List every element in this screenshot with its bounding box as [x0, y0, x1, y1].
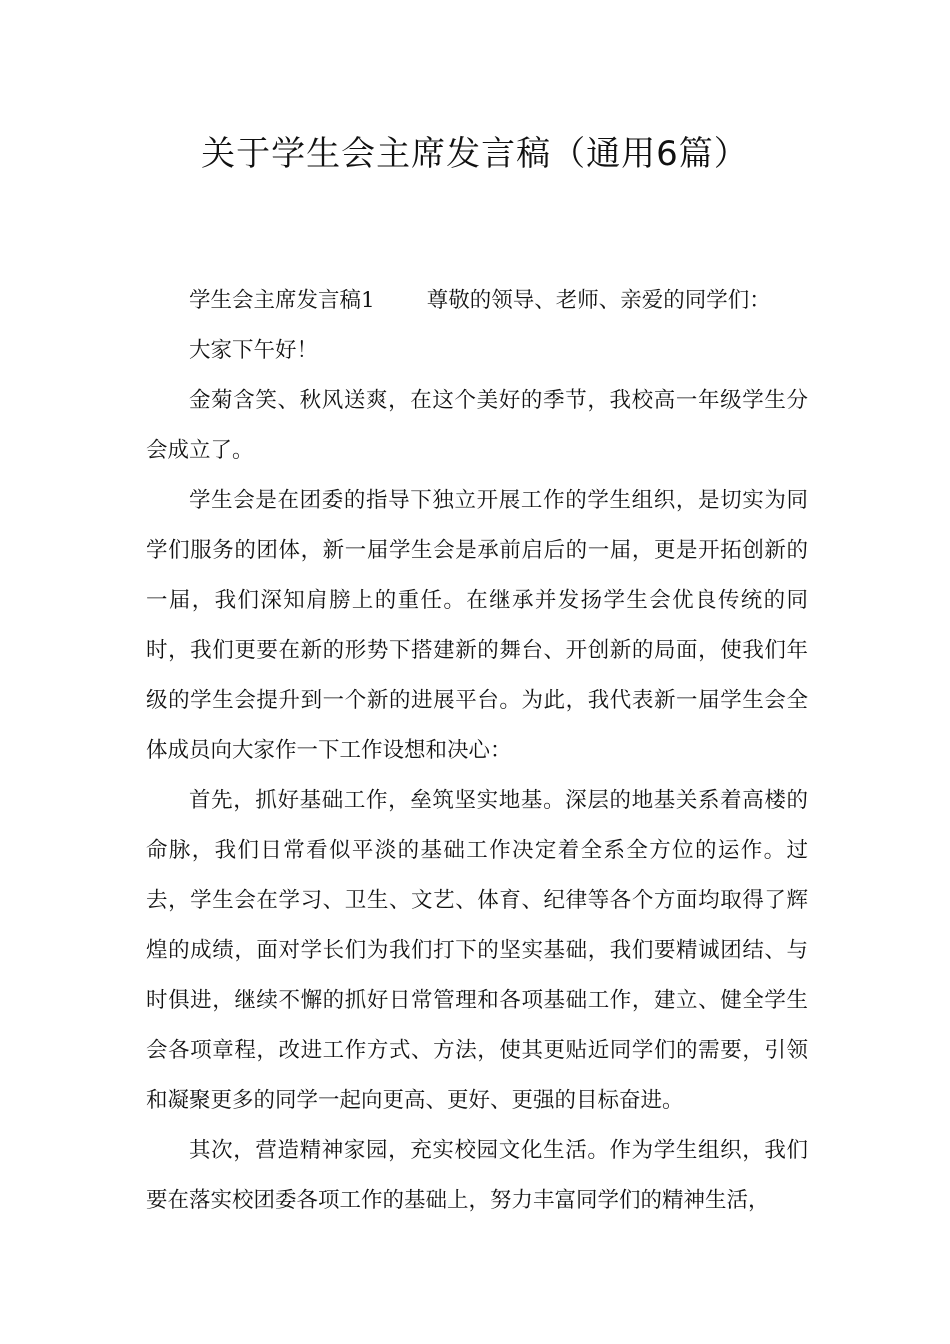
- document-body: [146, 276, 808, 1226]
- paragraph: 大家下午好！: [189, 338, 319, 363]
- paragraph: 金菊含笑、秋风送爽，在这个美好的季节，我校高一年级学生分会成立了。: [146, 388, 808, 463]
- paragraph: 首先，抓好基础工作，垒筑坚实地基。深层的地基关系着高楼的命脉，我们日常看似平淡的基础工作决定着全系全方位的运作。过去，学生会在学习、卫生、文艺、体育、纪律等各个方面均取得了辉煌的成绩，面对学长们为我们打下的坚实基础，我们要精诚团结、与时俱进，继续不懈的抓好日常管理和各项基础工作，建立、健全学生会各项章程，改进工作方式、方法，使其更贴近同学们的需要，引领和凝聚更多的同学一起向更高、更好、更强的目标奋进。: [146, 788, 808, 1113]
- paragraph: 学生会是在团委的指导下独立开展工作的学生组织，是切实为同学们服务的团体，新一届学生会是承前启后的一届，更是开拓创新的一届，我们深知肩膀上的重任。在继承并发扬学生会优良传统的同时，我们更要在新的形势下搭建新的舞台、开创新的局面，使我们年级的学生会提升到一个新的进展平台。为此，我代表新一届学生会全体成员向大家作一下工作设想和决心：: [146, 488, 808, 763]
- document-title: 关于学生会主席发言稿（通用6篇）: [201, 134, 749, 174]
- paragraph: 其次，营造精神家园，充实校园文化生活。作为学生组织，我们要在落实校团委各项工作的基础上，努力丰富同学们的精神生活，: [146, 1138, 808, 1213]
- intro-paragraph: [146, 276, 808, 326]
- section-heading: 学生会主席发言稿1: [189, 288, 375, 313]
- salutation: 尊敬的领导、老师、亲爱的同学们：: [426, 288, 771, 313]
